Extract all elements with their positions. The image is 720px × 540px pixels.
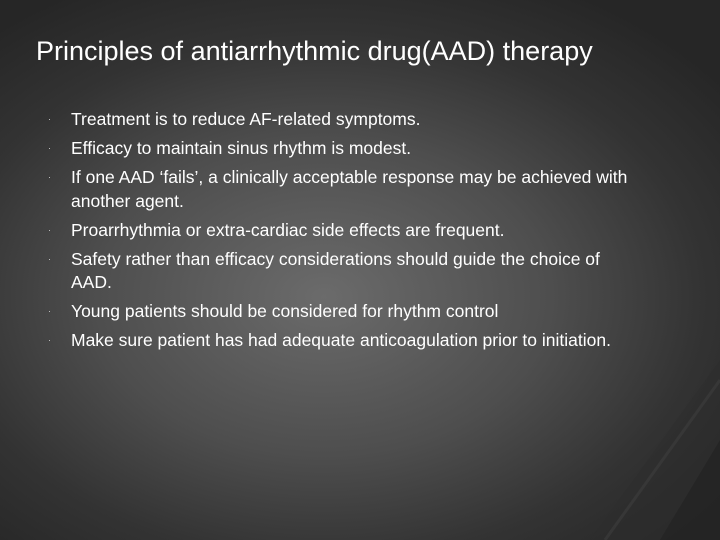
bullet-item [48, 300, 628, 324]
bullet-dot-icon: · [48, 114, 51, 124]
bullet-list [48, 108, 628, 358]
bullet-item [48, 329, 628, 353]
bullet-text: Young patients should be considered for rhythm control [71, 301, 499, 321]
bullet-text: Proarrhythmia or extra-cardiac side effects are frequent. [71, 219, 505, 240]
bullet-text: Treatment is to reduce AF-related symptoms. [71, 109, 421, 129]
bullet-item [48, 219, 628, 243]
bullet-item [48, 248, 628, 295]
bullet-item [48, 108, 628, 132]
bullet-text: If one AAD ‘fails’, a clinically acceptable response may be achieved with another agent. [71, 167, 628, 211]
bullet-dot-icon: · [48, 253, 51, 264]
bullet-text: Safety rather than efficacy considerations should guide the choice of AAD. [71, 248, 600, 292]
bullet-dot-icon: · [48, 224, 51, 235]
bullet-dot-icon: · [48, 143, 51, 153]
bullet-dot-icon: · [48, 335, 51, 345]
slide-title: Principles of antiarrhythmic drug(AAD) therapy [36, 36, 593, 66]
bullet-text: Make sure patient has had adequate anticoagulation prior to initiation. [71, 330, 611, 350]
bullet-item [48, 137, 628, 161]
bullet-item [48, 166, 628, 213]
bullet-dot-icon: · [48, 306, 51, 316]
bullet-text: Efficacy to maintain sinus rhythm is modest. [71, 138, 412, 158]
bullet-dot-icon: · [48, 172, 51, 182]
